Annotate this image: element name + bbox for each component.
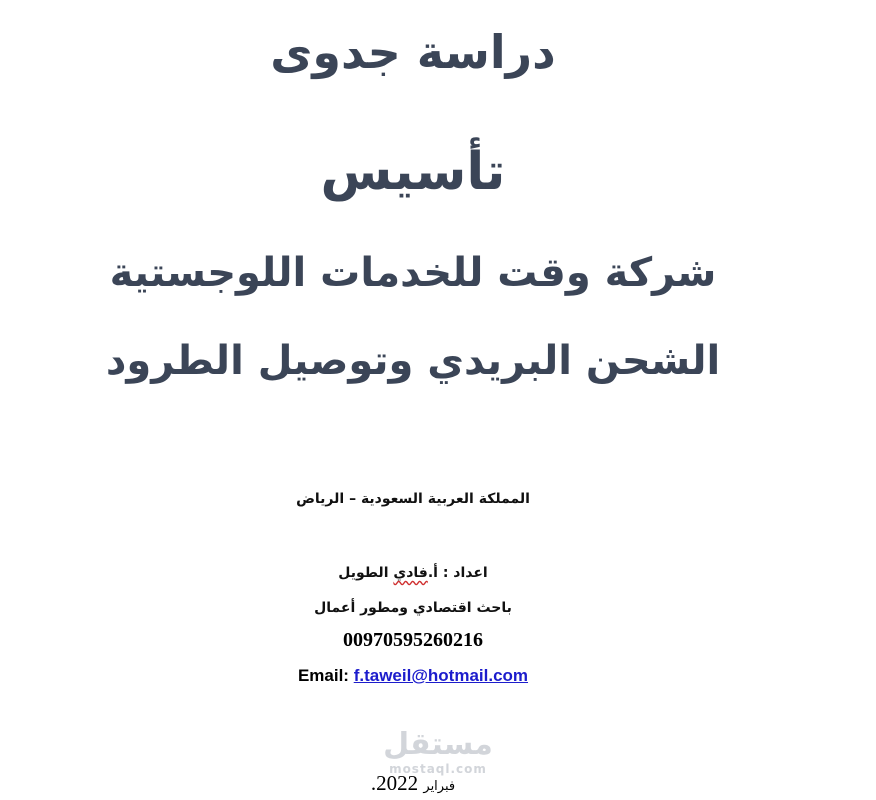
date-month: فبراير <box>423 779 456 794</box>
prepared-by <box>0 563 826 583</box>
title-line-establishment: تأسيس <box>320 142 506 202</box>
mostaql-watermark-logo <box>383 728 493 776</box>
location-text: المملكة العربية السعودية – الرياض <box>296 491 530 507</box>
date-year: 2022. <box>370 771 419 795</box>
date-line <box>0 770 826 800</box>
phone-number: 00970595260216 <box>343 629 483 651</box>
email-link[interactable]: f.taweil@hotmail.com <box>353 666 529 685</box>
author-role: باحث اقتصادي ومطور أعمال <box>314 600 512 616</box>
title-line-company-name: شركة وقت للخدمات اللوجستية <box>109 250 717 296</box>
watermark-latin: mostaql.com <box>389 762 487 776</box>
prepared-by-label: اعداد : أ. <box>427 565 488 581</box>
email-line <box>0 665 826 687</box>
title-line-services: الشحن البريدي وتوصيل الطرود <box>105 338 721 384</box>
watermark-arabic: مستقل <box>383 727 493 762</box>
author-surname: الطويل <box>338 565 394 581</box>
author-first-name: فادي <box>393 565 428 581</box>
title-line-feasibility-study: دراسة جدوى <box>270 25 556 79</box>
email-label: Email: <box>297 666 354 685</box>
